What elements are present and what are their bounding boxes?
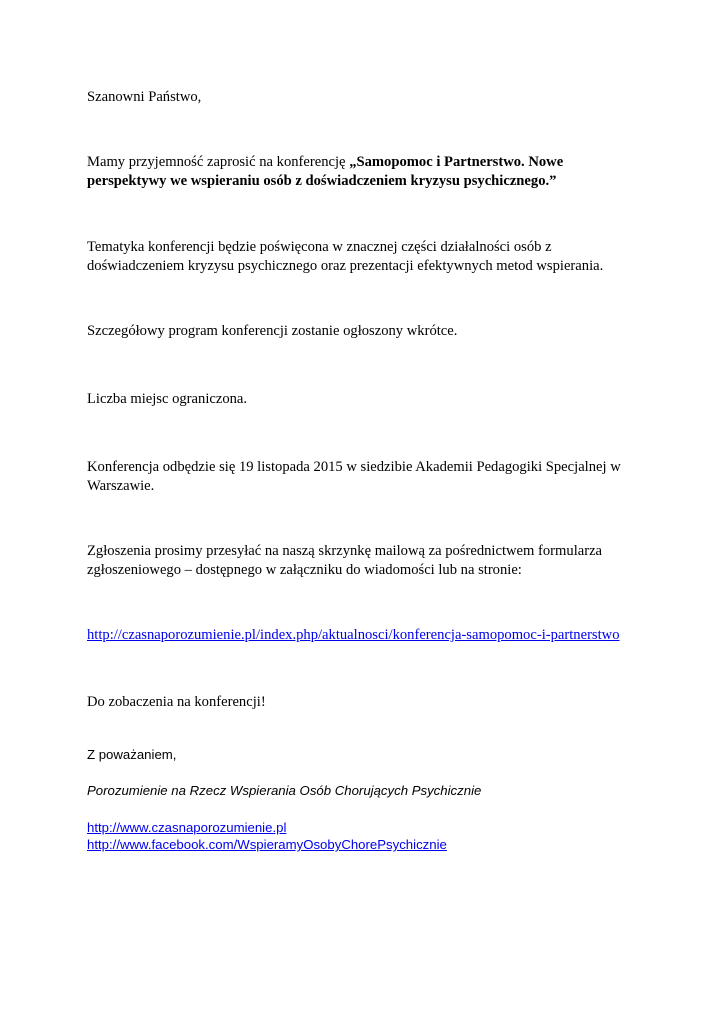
venue-paragraph — [87, 458, 621, 496]
topic-line-1: Tematyka konferencji będzie poświęcona w znacznej części działalności osób z — [87, 239, 552, 255]
closing: Z poważaniem, — [87, 747, 177, 762]
program-paragraph: Szczegółowy program konferencji zostanie ogłoszony wkrótce. — [87, 323, 458, 339]
registration-line-1: Zgłoszenia prosimy przesyłać na naszą skrzynkę mailową za pośrednictwem formularza — [87, 543, 603, 559]
organization-name: Porozumienie na Rzecz Wspierania Osób Chorujących Psychicznie — [87, 783, 482, 798]
conference-link[interactable]: http://czasnaporozumienie.pl/index.php/aktualnosci/konferencja-samopomoc-i-partnerstwo — [87, 627, 620, 643]
links-block — [87, 819, 447, 853]
website-link[interactable]: http://www.czasnaporozumienie.pl — [87, 820, 287, 835]
see-you-paragraph: Do zobaczenia na konferencji! — [87, 694, 266, 710]
greeting: Szanowni Państwo, — [87, 89, 202, 105]
facebook-link[interactable]: http://www.facebook.com/WspieramyOsobyChorePsychicznie — [87, 837, 447, 852]
registration-line-2: zgłoszeniowego – dostępnego w załączniku do wiadomości lub na stronie: — [87, 562, 522, 578]
registration-paragraph — [87, 542, 602, 580]
conference-link-paragraph — [87, 626, 620, 645]
topic-paragraph — [87, 238, 603, 276]
topic-line-2: doświadczeniem kryzysu psychicznego oraz prezentacji efektywnych metod wspierania. — [87, 258, 604, 274]
invitation-text: Mamy przyjemność zaprosić na konferencję — [87, 154, 350, 170]
venue-line-1: Konferencja odbędzie się 19 listopada 2015 w siedzibie Akademii Pedagogiki Specjalnej w — [87, 459, 621, 475]
seats-paragraph: Liczba miejsc ograniczona. — [87, 391, 248, 407]
venue-line-2: Warszawie. — [87, 478, 155, 494]
conference-title-line-2: perspektywy we wspieraniu osób z doświadczeniem kryzysu psychicznego.” — [87, 173, 557, 189]
conference-title-line-1: „Samopomoc i Partnerstwo. Nowe — [349, 154, 564, 170]
invitation-paragraph — [87, 153, 563, 191]
